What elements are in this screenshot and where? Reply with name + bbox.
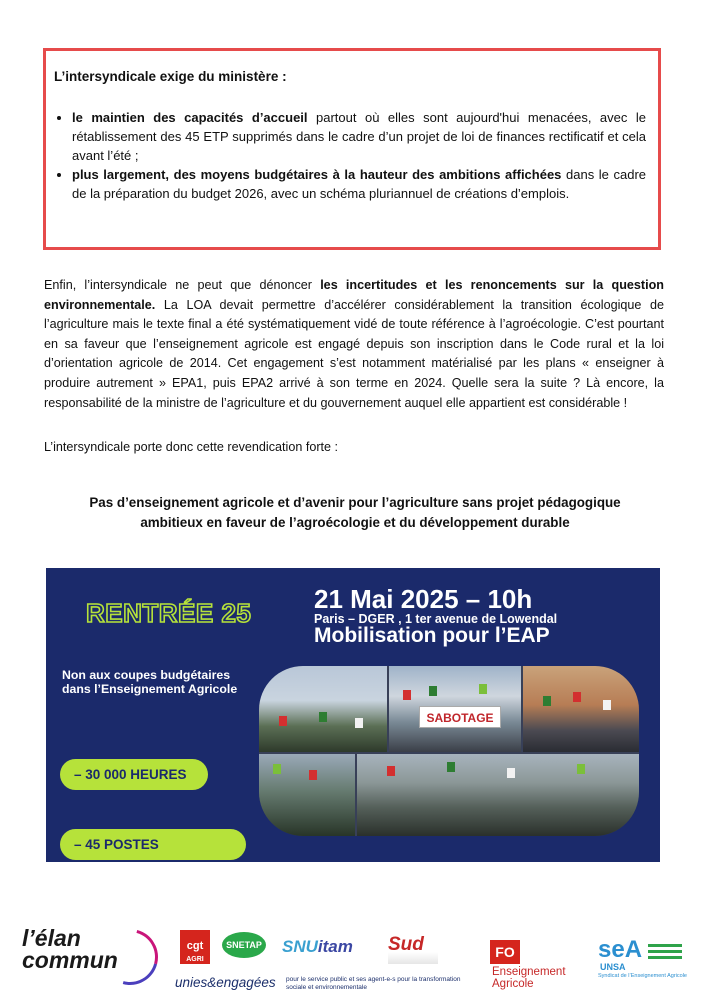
claim-line-2: ambitieux en faveur de l’agroécologie et du développement durable xyxy=(140,515,570,530)
protest-photo-collage xyxy=(259,666,639,836)
event-place: Paris – DGER , 1 ter avenue de Lowendal xyxy=(314,612,558,626)
flag-icon xyxy=(279,716,287,726)
ring-icon xyxy=(92,919,168,995)
unies-engagees-logo: unies&engagées xyxy=(175,975,276,990)
demand-list xyxy=(54,108,646,203)
flag-icon xyxy=(573,692,581,702)
posts-cut-pill: – 45 POSTES xyxy=(60,829,246,860)
protest-photo xyxy=(259,666,387,752)
sud-logo: Sud xyxy=(388,934,438,964)
cgt-text: cgt xyxy=(186,940,204,952)
event-title: Mobilisation pour l’EAP xyxy=(314,624,550,647)
cgt-sub: AGRI xyxy=(186,956,204,963)
sea-unsa-text: UNSA xyxy=(600,962,626,972)
demand-box xyxy=(43,48,661,250)
unies-engagees-subtitle: pour le service public et ses agent-e-s pour la transformation sociale et environnementale xyxy=(286,976,461,991)
protest-photo xyxy=(523,666,639,752)
flag-icon xyxy=(543,696,551,706)
flag-icon xyxy=(273,764,281,774)
flag-icon xyxy=(479,684,487,694)
paragraph-rest: La LOA devait permettre d’accélérer considérablement la transition écologique de l’agriculture mais le texte final a été systématiquement vidé de toute référence à l’agroécologie. C’est pourtant en sa faveur que l’enseignement agricole est engagé depuis son inscription dans le Code rural et la loi d’orientation agricole de 2014. Cet engagement s’est notamment matérialisé par les plans « enseigner à produire autrement » EPA1, puis EPA2 arrivé à son terme en 2024. Quelle sera la suite ? Là encore, la responsabilité de la ministre de l’agriculture et du gouvernement auquel elle appartient est considérable ! xyxy=(44,297,664,410)
protest-photo xyxy=(357,754,639,836)
elan-logo-text: l’élan commun xyxy=(22,925,118,973)
snuitam-logo xyxy=(282,937,353,957)
flag-icon xyxy=(447,762,455,772)
claim-intro: L’intersyndicale porte donc cette revendication forte : xyxy=(44,440,339,454)
demand-item xyxy=(72,165,646,203)
event-date: 21 Mai 2025 – 10h xyxy=(314,584,533,614)
demand-item-text: partout où elles sont aujourd'hui menacées, avec le rétablissement des 45 ETP supprimés dans le cadre d’un projet de loi de finances rectificatif et cela avant l’été ; xyxy=(72,110,646,163)
environment-paragraph xyxy=(44,276,664,413)
sea-lines-icon xyxy=(648,944,682,962)
sea-unsa-logo: seA xyxy=(598,936,643,963)
demand-title: L’intersyndicale exige du ministère : xyxy=(54,69,287,84)
snuitam-text-b: itam xyxy=(317,937,353,956)
snetap-fsu-logo xyxy=(222,932,266,958)
fo-subtitle: Enseignement Agricole xyxy=(492,966,566,990)
claim-statement xyxy=(50,493,660,533)
rentree-heading: RENTRÉE 25 xyxy=(86,598,252,628)
claim-line-1: Pas d’enseignement agricole et d’avenir pour l’agriculture sans projet pédagogique xyxy=(89,495,621,510)
paragraph-start: Enfin, l’intersyndicale ne peut que dénoncer xyxy=(44,278,321,292)
sea-subtitle: Syndicat de l’Enseignement Agricole xyxy=(598,973,687,979)
demand-item-text: dans le cadre de la préparation du budget 2026, avec un schéma pluriannuel de créations d’emplois. xyxy=(72,167,646,201)
demand-item-bold: plus largement, des moyens budgétaires à la hauteur des ambitions affichées xyxy=(72,167,562,182)
flag-icon xyxy=(355,718,363,728)
mobilisation-banner xyxy=(46,568,660,862)
demand-item xyxy=(72,108,646,165)
sabotage-sign: SABOTAGE xyxy=(419,706,501,728)
cgt-agri-logo xyxy=(180,930,210,964)
flag-icon xyxy=(403,690,411,700)
flag-icon xyxy=(507,768,515,778)
demand-item-bold: le maintien des capacités d’accueil xyxy=(72,110,308,125)
flag-icon xyxy=(309,770,317,780)
fo-logo: FO xyxy=(490,940,520,964)
flag-icon xyxy=(577,764,585,774)
hours-cut-pill: – 30 000 HEURES xyxy=(60,759,208,790)
banner-slogan: Non aux coupes budgétaires dans l’Enseignement Agricole xyxy=(62,668,238,696)
snetap-text: SNETAP xyxy=(226,940,262,950)
flag-icon xyxy=(429,686,437,696)
protest-photo xyxy=(259,754,355,836)
flag-icon xyxy=(387,766,395,776)
flag-icon xyxy=(319,712,327,722)
paragraph-bold: les incertitudes et les renoncements sur la question environnementale. xyxy=(44,278,664,312)
flag-icon xyxy=(603,700,611,710)
snuitam-text-a: SNU xyxy=(282,937,318,956)
elan-commun-logo xyxy=(22,927,147,985)
